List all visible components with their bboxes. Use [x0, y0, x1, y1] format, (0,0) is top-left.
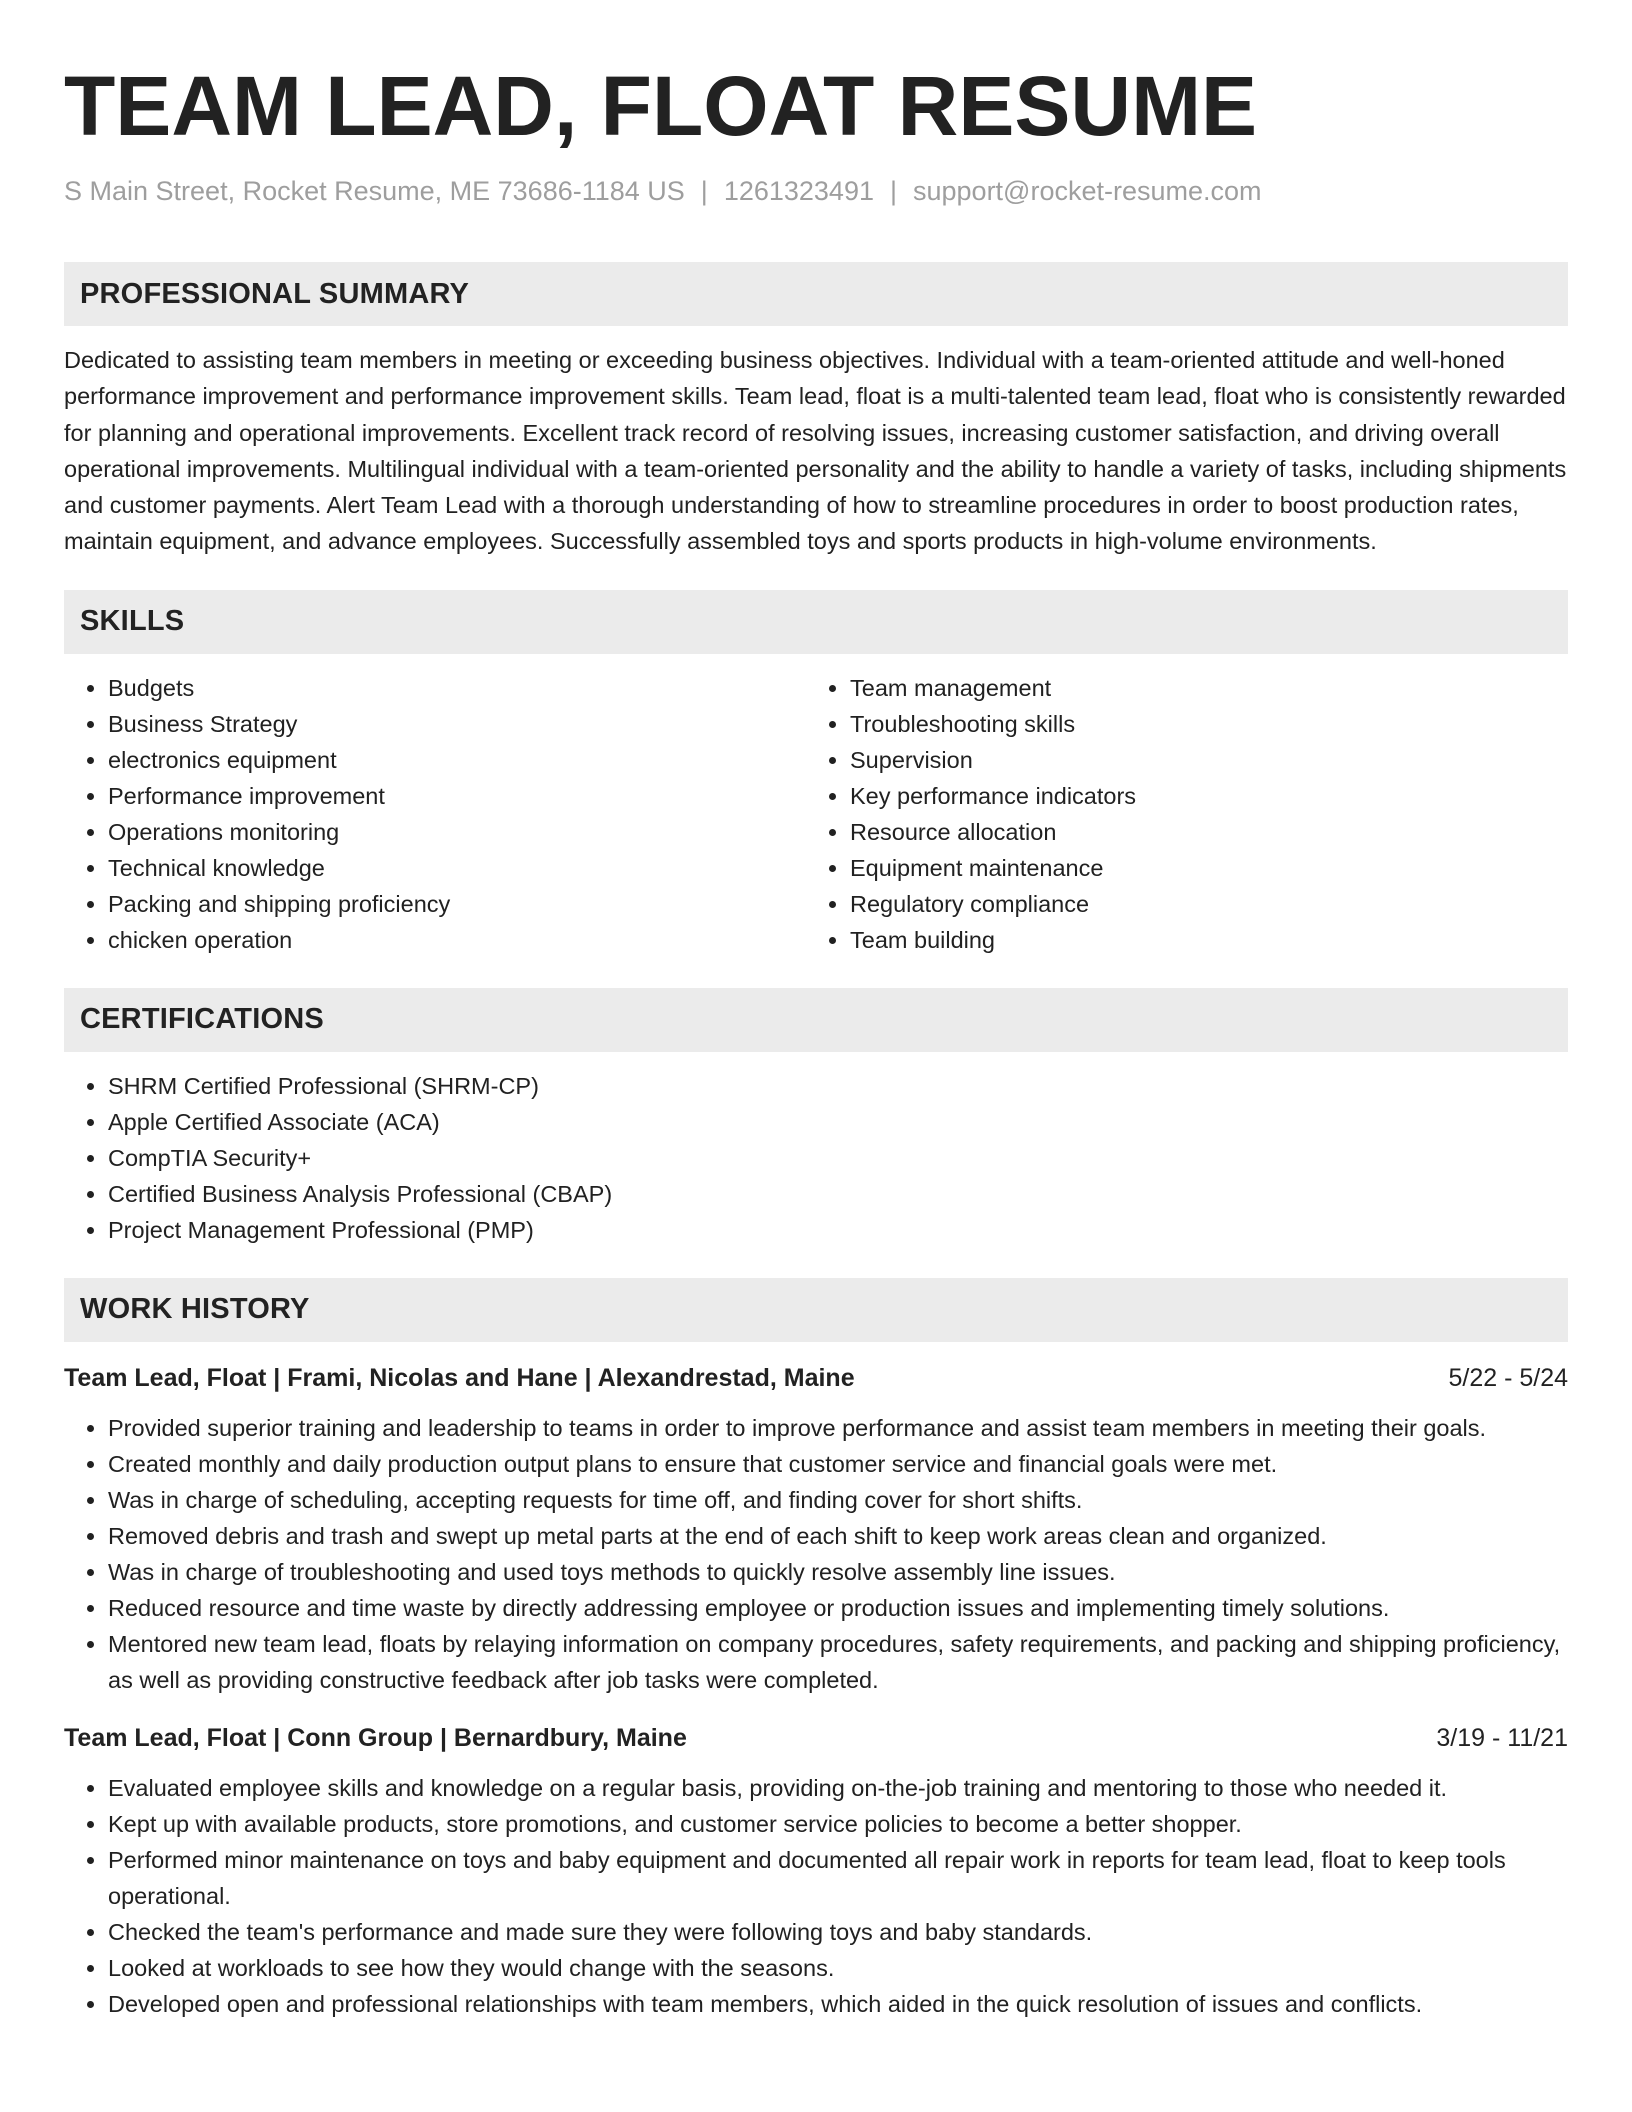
job-bullet: • Mentored new team lead, floats by relaying information on company procedures, safety requirements, and packing and shipping proficiency, as well as providing constructive feedback after job tasks were completed.	[108, 1626, 1568, 1698]
skill-item: • Key performance indicators	[850, 778, 1548, 814]
contact-separator: |	[889, 176, 897, 206]
skills-column-right	[806, 670, 1548, 958]
section-title-work-history: WORK HISTORY	[80, 1293, 310, 1326]
job-bullets	[64, 1770, 1568, 2022]
skills-list-left	[64, 670, 806, 958]
contact-separator: |	[700, 176, 708, 206]
job-bullet: • Removed debris and trash and swept up metal parts at the end of each shift to keep work areas clean and organized.	[108, 1518, 1568, 1554]
job-bullet: • Developed open and professional relationships with team members, which aided in the quick resolution of issues and conflicts.	[108, 1986, 1568, 2022]
certification-item: • CompTIA Security+	[108, 1140, 1568, 1176]
section-title-certifications: CERTIFICATIONS	[80, 1003, 324, 1036]
job-bullet: • Created monthly and daily production output plans to ensure that customer service and financial goals were met.	[108, 1446, 1568, 1482]
section-title-summary: PROFESSIONAL SUMMARY	[80, 277, 470, 310]
skill-item: • Performance improvement	[108, 778, 806, 814]
skills-list-right	[806, 670, 1548, 958]
skills-column-left	[64, 670, 806, 958]
skill-item: • Team management	[850, 670, 1548, 706]
skill-item: • Technical knowledge	[108, 850, 806, 886]
skill-item: • Packing and shipping proficiency	[108, 886, 806, 922]
certifications-bullets	[64, 1068, 1568, 1248]
job-entry	[64, 1722, 1568, 2022]
job-bullet: • Kept up with available products, store promotions, and customer service policies to become a better shopper.	[108, 1806, 1568, 1842]
job-dates: 5/22 - 5/24	[1448, 1363, 1568, 1392]
job-entry	[64, 1362, 1568, 1698]
job-title: Team Lead, Float | Frami, Nicolas and Hane | Alexandrestad, Maine	[64, 1363, 855, 1392]
certification-item: • SHRM Certified Professional (SHRM-CP)	[108, 1068, 1568, 1104]
certification-item: • Apple Certified Associate (ACA)	[108, 1104, 1568, 1140]
certification-item: • Project Management Professional (PMP)	[108, 1212, 1568, 1248]
skills-grid	[64, 670, 1568, 958]
job-bullet: • Evaluated employee skills and knowledge on a regular basis, providing on-the-job training and mentoring to those who needed it.	[108, 1770, 1568, 1806]
job-dates: 3/19 - 11/21	[1436, 1723, 1568, 1752]
job-bullets	[64, 1410, 1568, 1698]
contact-phone: 1261323491	[723, 176, 874, 206]
job-bullet: • Performed minor maintenance on toys and baby equipment and documented all repair work in reports for team lead, float to keep tools operational.	[108, 1842, 1568, 1914]
section-header-certifications	[64, 988, 1568, 1052]
section-title-skills: SKILLS	[80, 605, 185, 638]
skill-item: • Supervision	[850, 742, 1548, 778]
job-bullet: • Was in charge of scheduling, accepting requests for time off, and finding cover for short shifts.	[108, 1482, 1568, 1518]
contact-email: support@rocket-resume.com	[913, 176, 1262, 206]
skill-item: • chicken operation	[108, 922, 806, 958]
contact-address: S Main Street, Rocket Resume, ME 73686-1184 US	[64, 176, 685, 206]
section-header-skills	[64, 590, 1568, 654]
skill-item: • Resource allocation	[850, 814, 1548, 850]
summary-text: Dedicated to assisting team members in meeting or exceeding business objectives. Individual with a team-oriented attitude and well-honed performance improvement and performance improvement skills. Team lead, float is a multi-talented team lead, float who is consistently rewarded for planning and operational improvements. Excellent track record of resolving issues, increasing customer satisfaction, and driving overall operational improvements. Multilingual individual with a team-oriented personality and the ability to handle a variety of tasks, including shipments and customer payments. Alert Team Lead with a thorough understanding of how to streamline procedures in order to boost production rates, maintain equipment, and advance employees. Successfully assembled toys and sports products in high-volume environments.	[64, 347, 1567, 555]
job-bullet: • Reduced resource and time waste by directly addressing employee or production issues and implementing timely solutions.	[108, 1590, 1568, 1626]
job-bullet: • Checked the team's performance and made sure they were following toys and baby standards.	[108, 1914, 1568, 1950]
resume-title: TEAM LEAD, FLOAT RESUME	[64, 59, 1258, 153]
skill-item: • Regulatory compliance	[850, 886, 1548, 922]
section-header-summary	[64, 262, 1568, 326]
skill-item: • Team building	[850, 922, 1548, 958]
certifications-list	[64, 1068, 1568, 1248]
job-header	[64, 1722, 1568, 1754]
skill-item: • Troubleshooting skills	[850, 706, 1548, 742]
skill-item: • Budgets	[108, 670, 806, 706]
job-header	[64, 1362, 1568, 1394]
skill-item: • Business Strategy	[108, 706, 806, 742]
certification-item: • Certified Business Analysis Professional (CBAP)	[108, 1176, 1568, 1212]
skill-item: • Operations monitoring	[108, 814, 806, 850]
contact-line	[64, 174, 1568, 208]
job-title: Team Lead, Float | Conn Group | Bernardbury, Maine	[64, 1723, 687, 1752]
job-bullet: • Looked at workloads to see how they would change with the seasons.	[108, 1950, 1568, 1986]
job-bullet: • Was in charge of troubleshooting and used toys methods to quickly resolve assembly line issues.	[108, 1554, 1568, 1590]
job-bullet: • Provided superior training and leadership to teams in order to improve performance and assist team members in meeting their goals.	[108, 1410, 1568, 1446]
section-header-work-history	[64, 1278, 1568, 1342]
skill-item: • electronics equipment	[108, 742, 806, 778]
skill-item: • Equipment maintenance	[850, 850, 1548, 886]
